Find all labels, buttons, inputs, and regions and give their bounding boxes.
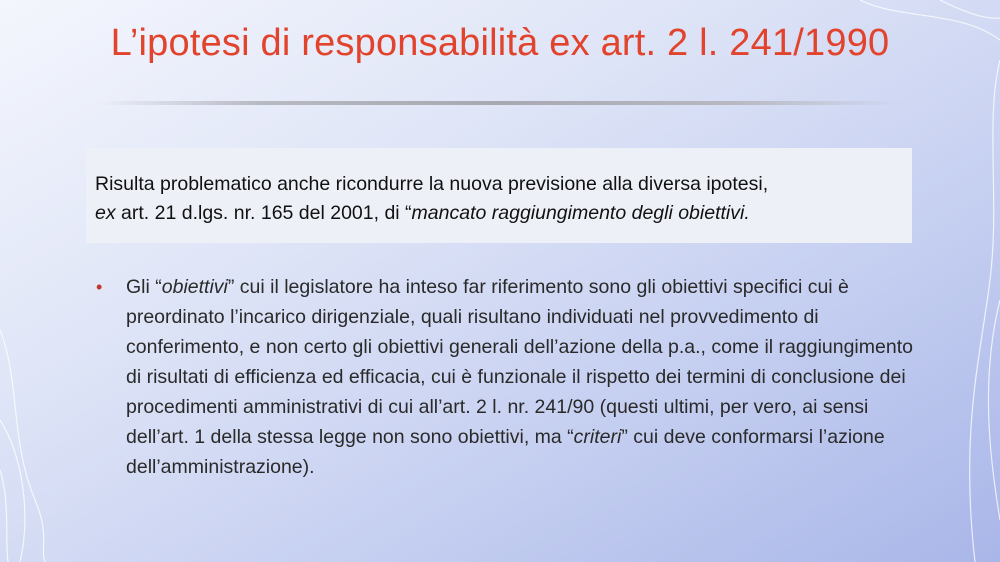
bullet-list [96, 272, 916, 482]
title-divider [100, 101, 900, 105]
slide-title: L’ipotesi di responsabilità ex art. 2 l. 241/1990 [110, 22, 890, 64]
bullet-text-part1: Gli “ [126, 276, 162, 298]
list-item [96, 272, 916, 482]
bullet-text-part5: ” cui deve conformarsi l’azione dell’amministrazione). [126, 426, 885, 478]
callout-text-ex: ex [95, 202, 116, 224]
callout-text-italic-quote: mancato raggiungimento degli obiettivi. [411, 202, 750, 224]
bullet-text-part3: ” cui il legislatore ha inteso far riferimento sono gli obiettivi specifici cui è preordinato l’incarico dirigenziale, quali risultano individuati nel provvedimento di conferimento, e non certo gli obiettivi generali dell’azione della p.a., come il raggiungimento di risultati di efficienza ed efficacia, cui è funzionale il rispetto dei termini di conclusione dei procedimenti amministrativi di cui all’art. 2 l. nr. 241/90 (questi ultimi, per vero, ai sensi dell’art. 1 della stessa legge non sono obiettivi, ma “ [126, 276, 913, 448]
bullet-text-criteri: criteri [573, 426, 622, 448]
bullet-text-obiettivi: obiettivi [161, 276, 228, 298]
bullet-marker: • [96, 277, 103, 297]
callout-box [86, 148, 912, 243]
callout-text-part1: Risulta problematico anche ricondurre la nuova previsione alla diversa ipotesi, [95, 173, 769, 195]
callout-text-part3: art. 21 d.lgs. nr. 165 del 2001, di “ [115, 202, 412, 224]
